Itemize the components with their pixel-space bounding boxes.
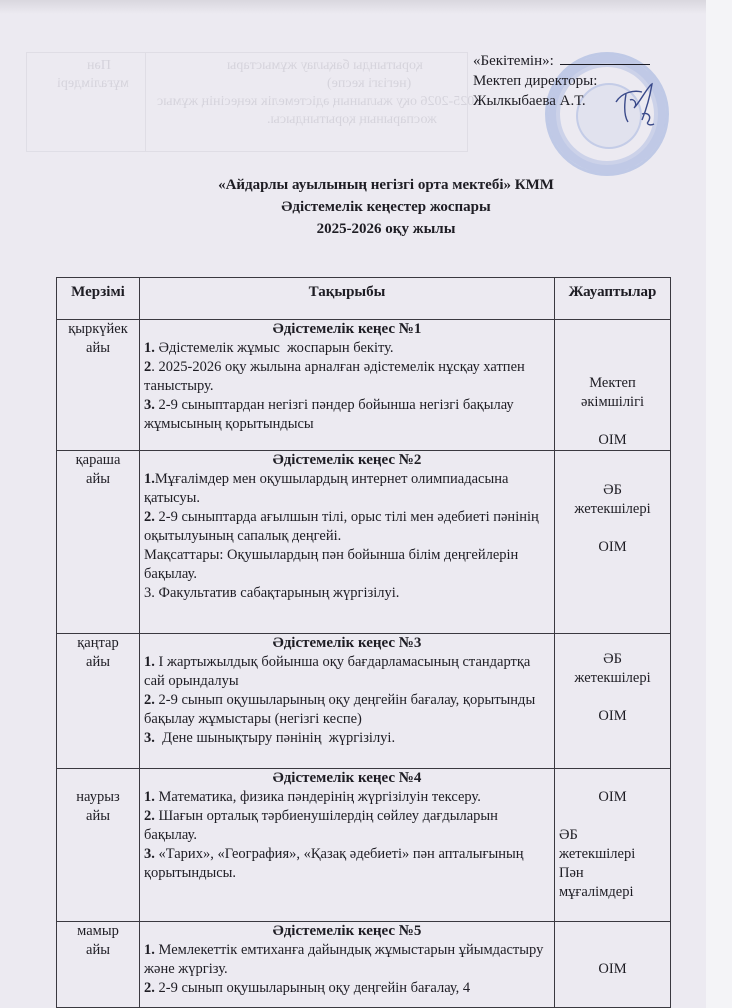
agenda-item [144,845,550,883]
agenda-item-text: 2-9 сыныптардан негізгі пәндер бойынша негізгі бақылау жұмысының қорытындысы [144,397,518,432]
period-cell [57,451,140,634]
responsible-text [559,922,666,941]
table-row [57,922,671,1008]
agenda-item [144,339,550,358]
agenda-item [144,691,550,729]
agenda-item [144,396,550,434]
table-row [57,634,671,769]
signature-icon [612,82,662,132]
council-title: Әдістемелік кеңес №4 [272,770,422,786]
bleed-through-line: 2025-2026 оқу жылының әдістемелік кеңесінің жұмыс [157,94,482,109]
agenda-item [144,941,550,979]
table-row [57,320,671,451]
academic-year: 2025-2026 оқу жылы [316,221,456,237]
responsible-text: ОІМ [598,708,627,724]
agenda-item-text: Мемлекеттік емтиханға дайындық жұмыстарын ұйымдастыру және жүргізу. [144,942,547,977]
responsible-text [559,412,666,431]
responsible-text [559,941,666,960]
responsible-text: Пән [559,865,584,881]
agenda-item-number: 3. [144,730,155,746]
period-cell [57,320,140,451]
council-title: Әдістемелік кеңес №5 [272,923,422,939]
council-title: Әдістемелік кеңес №3 [272,635,422,651]
responsible-text: жетекшілері [574,501,651,517]
responsible-text: ӘБ [603,651,622,667]
period-text: айы [86,471,110,487]
bleed-through-block [26,52,482,152]
agenda-item-number: 3. [144,397,155,413]
school-title: «Айдарлы ауылының негізгі орта мектебі» КММ [218,177,554,193]
responsible-text: ОІМ [598,961,627,977]
agenda-item-text: Мұғалімдер мен оқушылардың интернет олимпиадасына қатысуы. [144,471,513,506]
period-text: айы [86,654,110,670]
responsible-text [559,519,666,538]
responsible-text: жетекшілері [559,846,636,862]
agenda-item-number: 1. [144,789,155,805]
responsible-text: ОІМ [598,432,627,448]
header-period: Мерзімі [57,278,140,320]
responsible-cell [555,922,671,1008]
agenda-item-number: 1. [144,471,155,487]
approval-position: Мектеп директоры: [473,73,598,89]
topic-cell [140,634,555,769]
agenda-item [144,508,550,546]
agenda-item [144,979,550,998]
header-topic: Тақырыбы [140,278,555,320]
scan-top-shadow [0,0,706,14]
topic-cell [140,320,555,451]
responsible-text [559,807,666,826]
responsible-cell [555,634,671,769]
agenda-item-text: «Тарих», «География», «Қазақ әдебиеті» пән апталығының қорытындысы. [144,846,531,881]
table-header-row [57,278,671,320]
document-titles [0,174,732,240]
responsible-text [559,688,666,707]
bleed-through-line: қорытынды бақылау жұмыстары [227,58,423,73]
agenda-item-text: . 2025-2026 оқу жылына арналған әдістемелік нұсқау хатпен таныстыру. [144,359,529,394]
table-row [57,769,671,922]
responsible-cell [555,451,671,634]
bleed-through-side: Пән [87,58,111,73]
agenda-item [144,584,550,603]
approval-name: Жылкыбаева А.Т. [473,93,586,109]
period-text: айы [86,942,110,958]
bleed-through-side: мұғалімдері [57,76,129,91]
responsible-text: ӘБ [559,827,578,843]
topic-cell [140,451,555,634]
agenda-item-text: Мақсаттары: Оқушылардың пән бойынша білім деңгейлерін бақылау. [144,547,522,582]
responsible-text: ӘБ [603,482,622,498]
period-cell [57,769,140,922]
responsible-text: ОІМ [598,539,627,555]
scan-edge [706,0,732,1008]
agenda-item-text: 2-9 сынып оқушыларының оқу деңгейін бағалау, 4 [154,980,471,996]
agenda-item-number: 1. [144,654,155,670]
agenda-item [144,546,550,584]
agenda-item-text: І жартыжылдық бойынша оқу бағдарламасының стандартқа сай орындалуы [144,654,534,689]
agenda-item-number: 2. [144,692,155,708]
agenda-item-number: 2 [144,359,152,375]
agenda-item-text: Әдістемелік жұмыс жоспарын бекіту. [154,340,394,356]
bleed-through-line: (негізгі кеспе) [327,76,412,91]
responsible-text: жетекшілері [574,670,651,686]
document-title: Әдістемелік кеңестер жоспары [281,199,491,215]
topic-cell [140,769,555,922]
agenda-item-number: 3. [144,846,155,862]
agenda-item [144,653,550,691]
responsible-text: әкімшілігі [580,394,645,410]
council-plan-table [56,277,671,1008]
period-cell [57,634,140,769]
council-title: Әдістемелік кеңес №1 [272,321,422,337]
period-cell [57,922,140,1008]
bleed-through-line: жоспарының қорытындысы. [267,112,437,127]
header-responsible: Жауаптылар [555,278,671,320]
responsible-cell [555,320,671,451]
agenda-item-number: 2. [144,980,155,996]
period-text: наурыз [76,789,120,805]
responsible-text: Мектеп [589,375,636,391]
agenda-item-text: 2-9 сынып оқушыларының оқу деңгейін бағалау, қорытынды бақылау жұмыстары (негізгі кеспе) [144,692,539,727]
agenda-item-text: Шағын орталық тәрбиенушілердің сөйлеу дағдыларын бақылау. [144,808,502,843]
agenda-item [144,788,550,807]
agenda-item-number: 2. [144,808,155,824]
agenda-item [144,470,550,508]
approval-label-line [473,50,650,71]
agenda-item [144,807,550,845]
agenda-item [144,358,550,396]
period-text: мамыр [77,923,119,939]
period-text: қараша [75,452,121,468]
signature-line [560,50,650,65]
period-text: айы [86,808,110,824]
table-row [57,451,671,634]
responsible-text: мұғалімдері [559,884,634,900]
agenda-item-text: Дене шынықтыру пәнінің жүргізілуі. [154,730,396,746]
agenda-item-text: Математика, физика пәндерінің жүргізілуін тексеру. [154,789,481,805]
period-text: қаңтар [77,635,119,651]
agenda-item-number: 1. [144,340,155,356]
agenda-item-number: 2. [144,509,155,525]
agenda-item-text: 2-9 сыныптарда ағылшын тілі, орыс тілі мен әдебиеті пәнінің оқытылуының сапалық деңгейі. [144,509,543,544]
agenda-item [144,729,550,748]
responsible-cell [555,769,671,922]
period-text: айы [86,340,110,356]
agenda-item-number: 1. [144,942,155,958]
approval-label: «Бекітемін»: [473,53,554,69]
period-text: қыркүйек [68,321,128,337]
responsible-text: ОІМ [598,789,627,805]
council-title: Әдістемелік кеңес №2 [272,452,422,468]
agenda-item-text: 3. Факультатив сабақтарының жүргізілуі. [144,585,400,601]
topic-cell [140,922,555,1008]
